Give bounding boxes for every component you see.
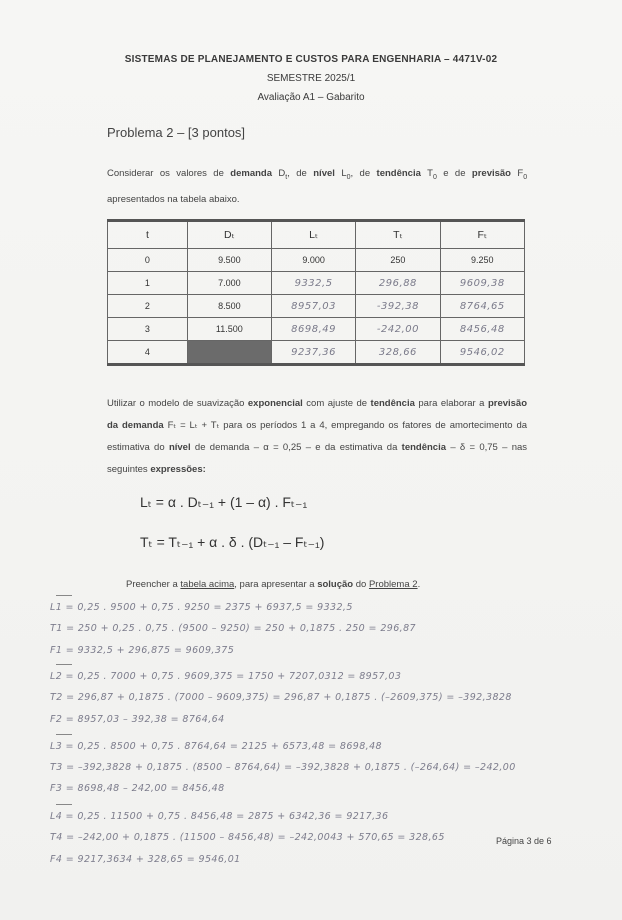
handwritten-line: F1 = 9332,5 + 296,875 = 9609,375	[50, 645, 235, 656]
cell-d: 11.500	[187, 318, 271, 341]
cell-d: 9.500	[187, 249, 271, 272]
handwritten-line: L1 = 0,25 . 9500 + 0,75 . 9250 = 2375 + 6937,5 = 9332,5	[50, 602, 353, 613]
cell-tt-handwritten: -392,38	[356, 295, 440, 318]
col-header-l: Lₜ	[271, 221, 355, 249]
cell-l-handwritten: 8957,03	[271, 295, 355, 318]
cell-tt: 250	[356, 249, 440, 272]
handwritten-line: F4 = 9217,3634 + 328,65 = 9546,01	[50, 854, 241, 865]
handwritten-line: T2 = 296,87 + 0,1875 . (7000 – 9609,375) = 296,87 + 0,1875 . (–2609,375) = –392,3828	[50, 692, 512, 703]
handwritten-line: F2 = 8957,03 – 392,38 = 8764,64	[50, 714, 225, 725]
col-header-f: Fₜ	[440, 221, 524, 249]
handwritten-line: T1 = 250 + 0,25 . 0,75 . (9500 – 9250) = 250 + 0,1875 . 250 = 296,87	[50, 623, 416, 634]
cell-l-handwritten: 9332,5	[271, 272, 355, 295]
col-header-t: t	[108, 221, 188, 249]
problem-intro: Considerar os valores de demanda $D_t$, de nível $L_0$, de tendência $T_0$ e de previsão $F_0$ apresentados na tabela abaixo.	[107, 168, 528, 205]
table-row	[108, 272, 525, 295]
cell-d-shaded	[187, 341, 271, 365]
exam-title: Avaliação A1 – Gabarito	[257, 92, 365, 103]
instructions: Utilizar o modelo de suavização exponencial com ajuste de tendência para elaborar a previsão da demanda Fₜ = Lₜ + Tₜ para os períodos 1 a 4, empregando os fatores de amortecimento da estimativa do nível de demanda – α = 0,25 – e da estimativa da tendência – δ = 0,75 – nas seguintes expressões:	[107, 398, 528, 475]
cell-f-handwritten: 8764,65	[440, 295, 524, 318]
forecast-table	[107, 219, 525, 366]
problem-title: Problema 2 – [3 pontos]	[107, 125, 246, 140]
level-equation: Lₜ = α . Dₜ₋₁ + (1 – α) . Fₜ₋₁	[140, 494, 308, 510]
cell-f: 9.250	[440, 249, 524, 272]
cell-l: 9.000	[271, 249, 355, 272]
trend-equation: Tₜ = Tₜ₋₁ + α . δ . (Dₜ₋₁ – Fₜ₋₁)	[140, 534, 325, 550]
cell-tt-handwritten: -242,00	[356, 318, 440, 341]
handwritten-line: L2 = 0,25 . 7000 + 0,75 . 9609,375 = 1750 + 7207,0312 = 8957,03	[50, 671, 402, 682]
handwritten-line: L4 = 0,25 . 11500 + 0,75 . 8456,48 = 2875 + 6342,36 = 9217,36	[50, 811, 389, 822]
handwritten-line: T4 = –242,00 + 0,1875 . (11500 – 8456,48) = –242,0043 + 570,65 = 328,65	[50, 832, 445, 843]
cell-t: 4	[108, 341, 188, 365]
col-header-tt: Tₜ	[356, 221, 440, 249]
cell-d: 8.500	[187, 295, 271, 318]
page-number: Página 3 de 6	[496, 836, 552, 846]
table-row	[108, 249, 525, 272]
table-row	[108, 295, 525, 318]
handwritten-line: L3 = 0,25 . 8500 + 0,75 . 8764,64 = 2125 + 6573,48 = 8698,48	[50, 741, 382, 752]
separator	[56, 804, 72, 805]
cell-l-handwritten: 9237,36	[271, 341, 355, 365]
cell-d: 7.000	[187, 272, 271, 295]
cell-f-handwritten: 9546,02	[440, 341, 524, 365]
cell-tt-handwritten: 296,88	[356, 272, 440, 295]
table-row	[108, 341, 525, 365]
col-header-d: Dₜ	[187, 221, 271, 249]
fill-instruction: Preencher a tabela acima, para apresentar a solução do Problema 2.	[126, 579, 421, 590]
table-row	[108, 318, 525, 341]
semester: SEMESTRE 2025/1	[266, 73, 356, 84]
separator	[56, 734, 72, 735]
cell-l-handwritten: 8698,49	[271, 318, 355, 341]
cell-t: 3	[108, 318, 188, 341]
course-title: SISTEMAS DE PLANEJAMENTO E CUSTOS PARA ENGENHARIA – 4471V-02	[124, 54, 498, 65]
cell-f-handwritten: 8456,48	[440, 318, 524, 341]
cell-t: 2	[108, 295, 188, 318]
table-header-row	[108, 221, 525, 249]
handwritten-line: F3 = 8698,48 – 242,00 = 8456,48	[50, 783, 225, 794]
cell-t: 0	[108, 249, 188, 272]
separator	[56, 595, 72, 596]
separator	[56, 664, 72, 665]
handwritten-line: T3 = –392,3828 + 0,1875 . (8500 – 8764,64) = –392,3828 + 0,1875 . (–264,64) = –242,00	[50, 762, 516, 773]
cell-tt-handwritten: 328,66	[356, 341, 440, 365]
cell-t: 1	[108, 272, 188, 295]
cell-f-handwritten: 9609,38	[440, 272, 524, 295]
